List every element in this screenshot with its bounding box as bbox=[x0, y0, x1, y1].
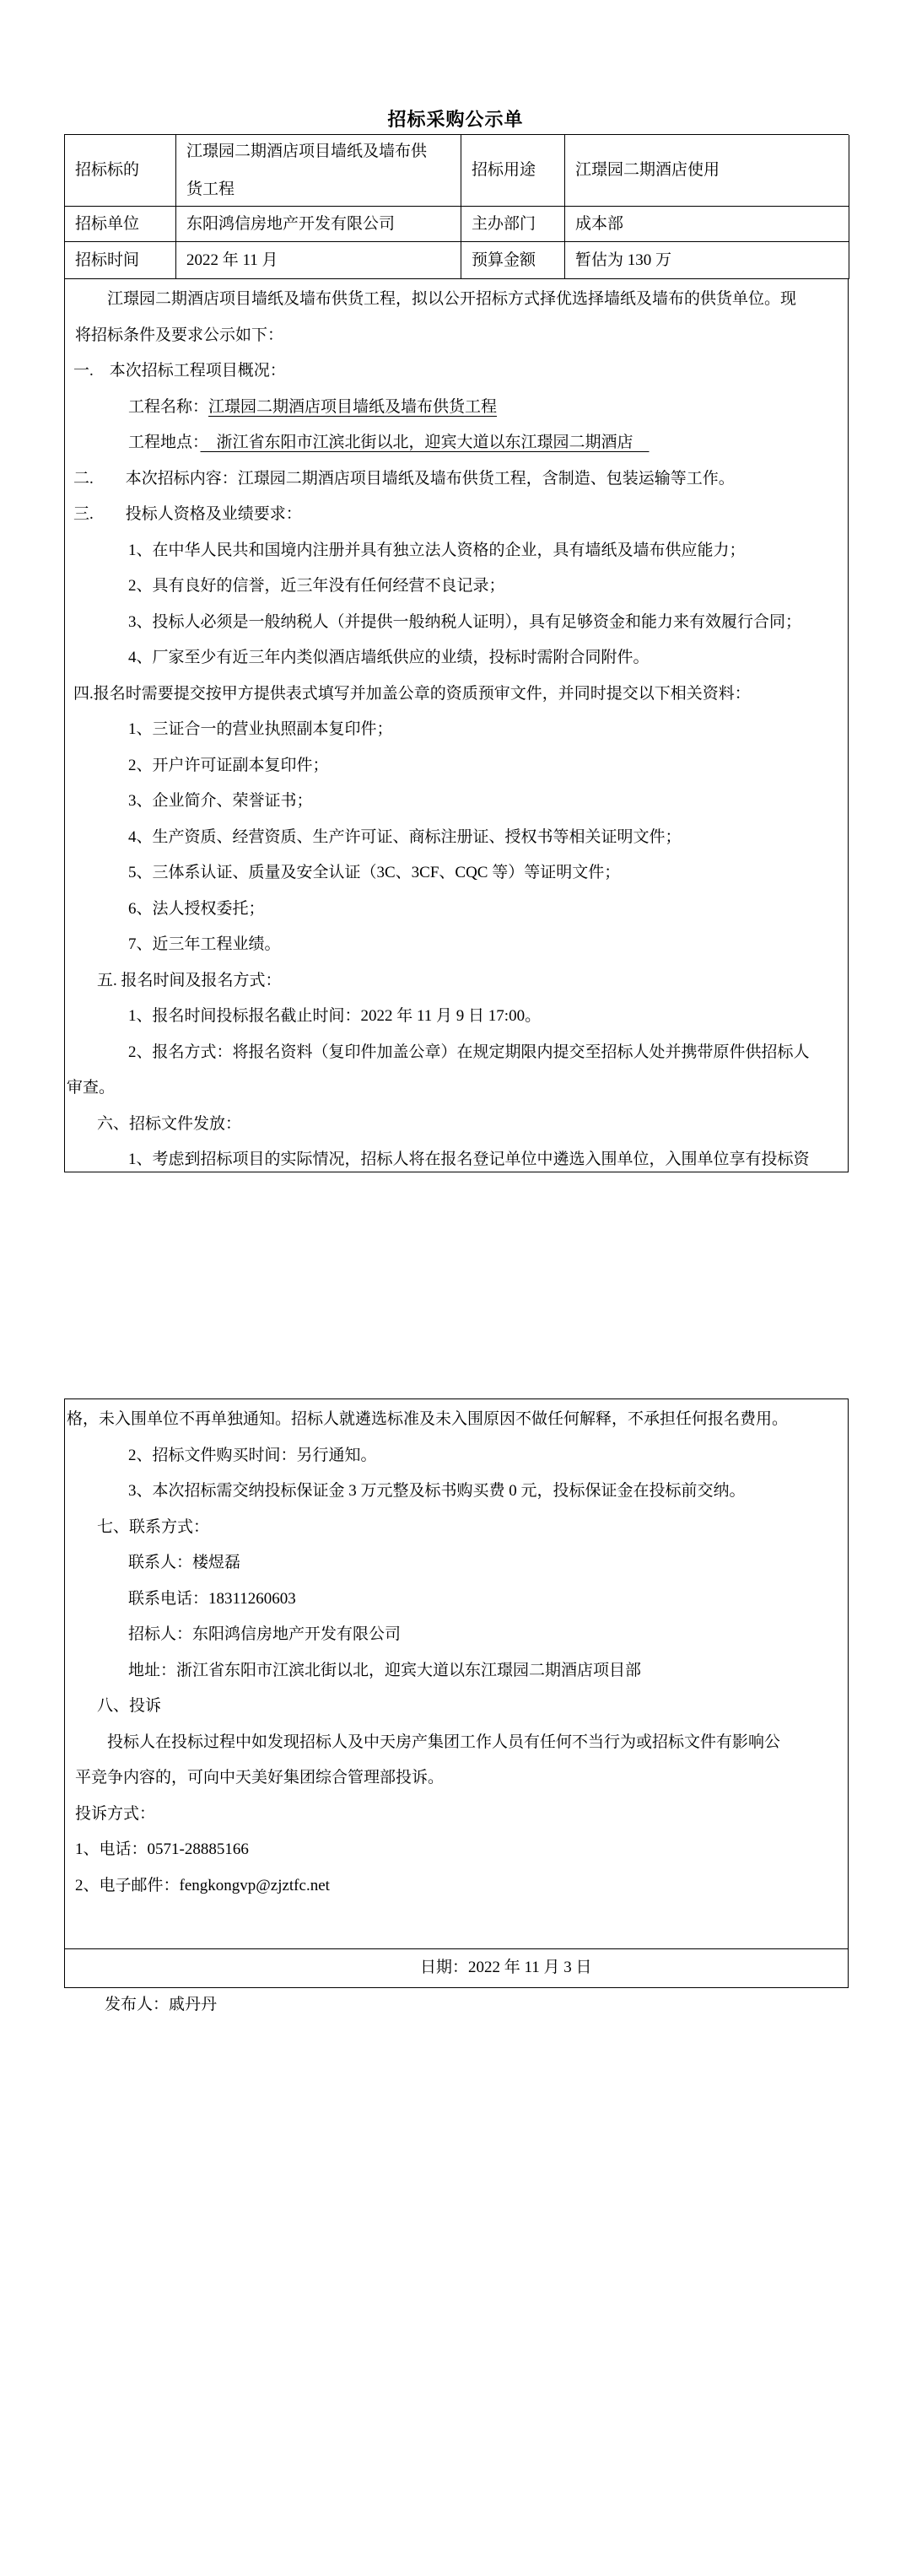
text-line: 3、企业简介、荣誉证书； bbox=[128, 792, 313, 810]
section-6-heading: 六、招标文件发放： bbox=[97, 1114, 242, 1133]
section-8-heading: 八、投诉 bbox=[97, 1697, 162, 1715]
row-label: 预算金额 bbox=[461, 242, 565, 279]
text-line: 2、招标文件购买时间：另行通知。 bbox=[128, 1446, 377, 1464]
contact-phone-line: 联系电话：18311260603 bbox=[128, 1589, 296, 1608]
row-label: 主办部门 bbox=[461, 207, 565, 242]
field-label: 工程名称： bbox=[128, 397, 209, 416]
complaint-method-heading: 投诉方式： bbox=[75, 1804, 156, 1823]
text-line: 4、生产资质、经营资质、生产许可证、商标注册证、授权书等相关证明文件； bbox=[128, 827, 682, 846]
text-line: 平竞争内容的，可向中天美好集团综合管理部投诉。 bbox=[75, 1769, 445, 1786]
text-line: 格，未入围单位不再单独通知。招标人就遴选标准及未入围原因不做任何解释，不承担任何报名费用。 bbox=[67, 1410, 789, 1428]
section-3-heading: 三. 投标人资格及业绩要求： bbox=[73, 505, 302, 523]
notice-body-page2 bbox=[64, 1398, 849, 2013]
text-line: 5、三体系认证、质量及安全认证（3C、3CF、CQC 等）等证明文件； bbox=[128, 864, 621, 881]
bid-info-table bbox=[64, 134, 849, 279]
bid-bond-line: 3、本次招标需交纳投标保证金 3 万元整及标书购买费 0 元，投标保证金在投标前交纳。 bbox=[128, 1482, 746, 1500]
text-line: 2、开户许可证副本复印件； bbox=[128, 756, 329, 774]
section-2-heading: 二. 本次招标内容：江璟园二期酒店项目墙纸及墙布供货工程，含制造、包装运输等工作。 bbox=[73, 469, 735, 488]
text-line: 1、考虑到招标项目的实际情况，招标人将在报名登记单位中遴选入围单位，入围单位享有投标资 bbox=[128, 1151, 810, 1168]
section-1-heading: 一. 本次招标工程项目概况： bbox=[73, 362, 286, 380]
row-value: 暂估为 130 万 bbox=[565, 242, 849, 279]
contact-person-line: 联系人：楼煜磊 bbox=[128, 1554, 241, 1571]
text-line: 4、厂家至少有近三年内类似酒店墙纸供应的业绩，投标时需附合同附件。 bbox=[128, 649, 650, 666]
document-title: 招标采购公示单 bbox=[387, 109, 524, 130]
row-value: 2022 年 11 月 bbox=[176, 242, 461, 279]
row-value: 成本部 bbox=[565, 207, 849, 242]
row-label: 招标单位 bbox=[65, 207, 176, 242]
text-line: 2、具有良好的信誉，近三年没有任何经营不良记录； bbox=[128, 577, 505, 595]
text-line: 6、法人授权委托； bbox=[128, 899, 265, 918]
text-line: 7、近三年工程业绩。 bbox=[128, 935, 281, 953]
tenderer-line: 招标人：东阳鸿信房地产开发有限公司 bbox=[128, 1625, 402, 1643]
publish-date: 日期：2022 年 11 月 3 日 bbox=[420, 1959, 592, 1976]
notice-body-page1 bbox=[64, 278, 849, 1172]
address-line: 地址：浙江省东阳市江滨北街以北，迎宾大道以东江璟园二期酒店项目部 bbox=[128, 1661, 642, 1679]
underlined-value: 江璟园二期酒店项目墙纸及墙布供货工程 bbox=[208, 397, 498, 416]
text-line: 3、投标人必须是一般纳税人（并提供一般纳税人证明），具有足够资金和能力来有效履行合同； bbox=[128, 612, 802, 631]
text-line: 1、在中华人民共和国境内注册并具有独立法人资格的企业，具有墙纸及墙布供应能力； bbox=[128, 541, 746, 559]
text-line: 审查。 bbox=[67, 1079, 116, 1097]
text-line: 2、报名方式：将报名资料（复印件加盖公章）在规定期限内提交至招标人处并携带原件供招标人 bbox=[128, 1043, 810, 1061]
field-label: 工程地点： bbox=[128, 434, 201, 451]
publisher-name: 发布人：戚丹丹 bbox=[105, 1996, 218, 2013]
row-label: 招标标的 bbox=[65, 135, 176, 207]
text-line: 投标人在投标过程中如发现招标人及中天房产集团工作人员有任何不当行为或招标文件有影响公 bbox=[107, 1733, 781, 1751]
row-label: 招标用途 bbox=[461, 135, 565, 207]
underlined-value: 浙江省东阳市江滨北街以北，迎宾大道以东江璟园二期酒店 bbox=[200, 434, 650, 451]
text-line: 江璟园二期酒店项目墙纸及墙布供货工程，拟以公开招标方式择优选择墙纸及墙布的供货单位。现 bbox=[107, 290, 797, 308]
row-value: 江璟园二期酒店项目墙纸及墙布供货工程 bbox=[176, 135, 461, 207]
section-4-heading: 四.报名时需要提交按甲方提供表式填写并加盖公章的资质预审文件，并同时提交以下相关资料： bbox=[73, 684, 751, 703]
deadline-line: 1、报名时间投标报名截止时间：2022 年 11 月 9 日 17:00。 bbox=[128, 1007, 542, 1025]
complaint-phone-line: 1、电话：0571-28885166 bbox=[75, 1840, 249, 1858]
text-line: 将招标条件及要求公示如下： bbox=[75, 326, 284, 344]
row-value: 江璟园二期酒店使用 bbox=[565, 135, 849, 207]
complaint-email-line: 2、电子邮件：fengkongvp@zjztfc.net bbox=[75, 1876, 330, 1894]
project-name-line bbox=[65, 390, 848, 426]
section-5-heading: 五. 报名时间及报名方式： bbox=[97, 971, 282, 989]
row-value: 东阳鸿信房地产开发有限公司 bbox=[176, 207, 461, 242]
project-location-line bbox=[65, 425, 848, 461]
row-label: 招标时间 bbox=[65, 242, 176, 279]
text-line: 1、三证合一的营业执照副本复印件； bbox=[128, 720, 393, 738]
section-7-heading: 七、联系方式： bbox=[97, 1517, 210, 1536]
signature-row bbox=[65, 1948, 848, 2013]
